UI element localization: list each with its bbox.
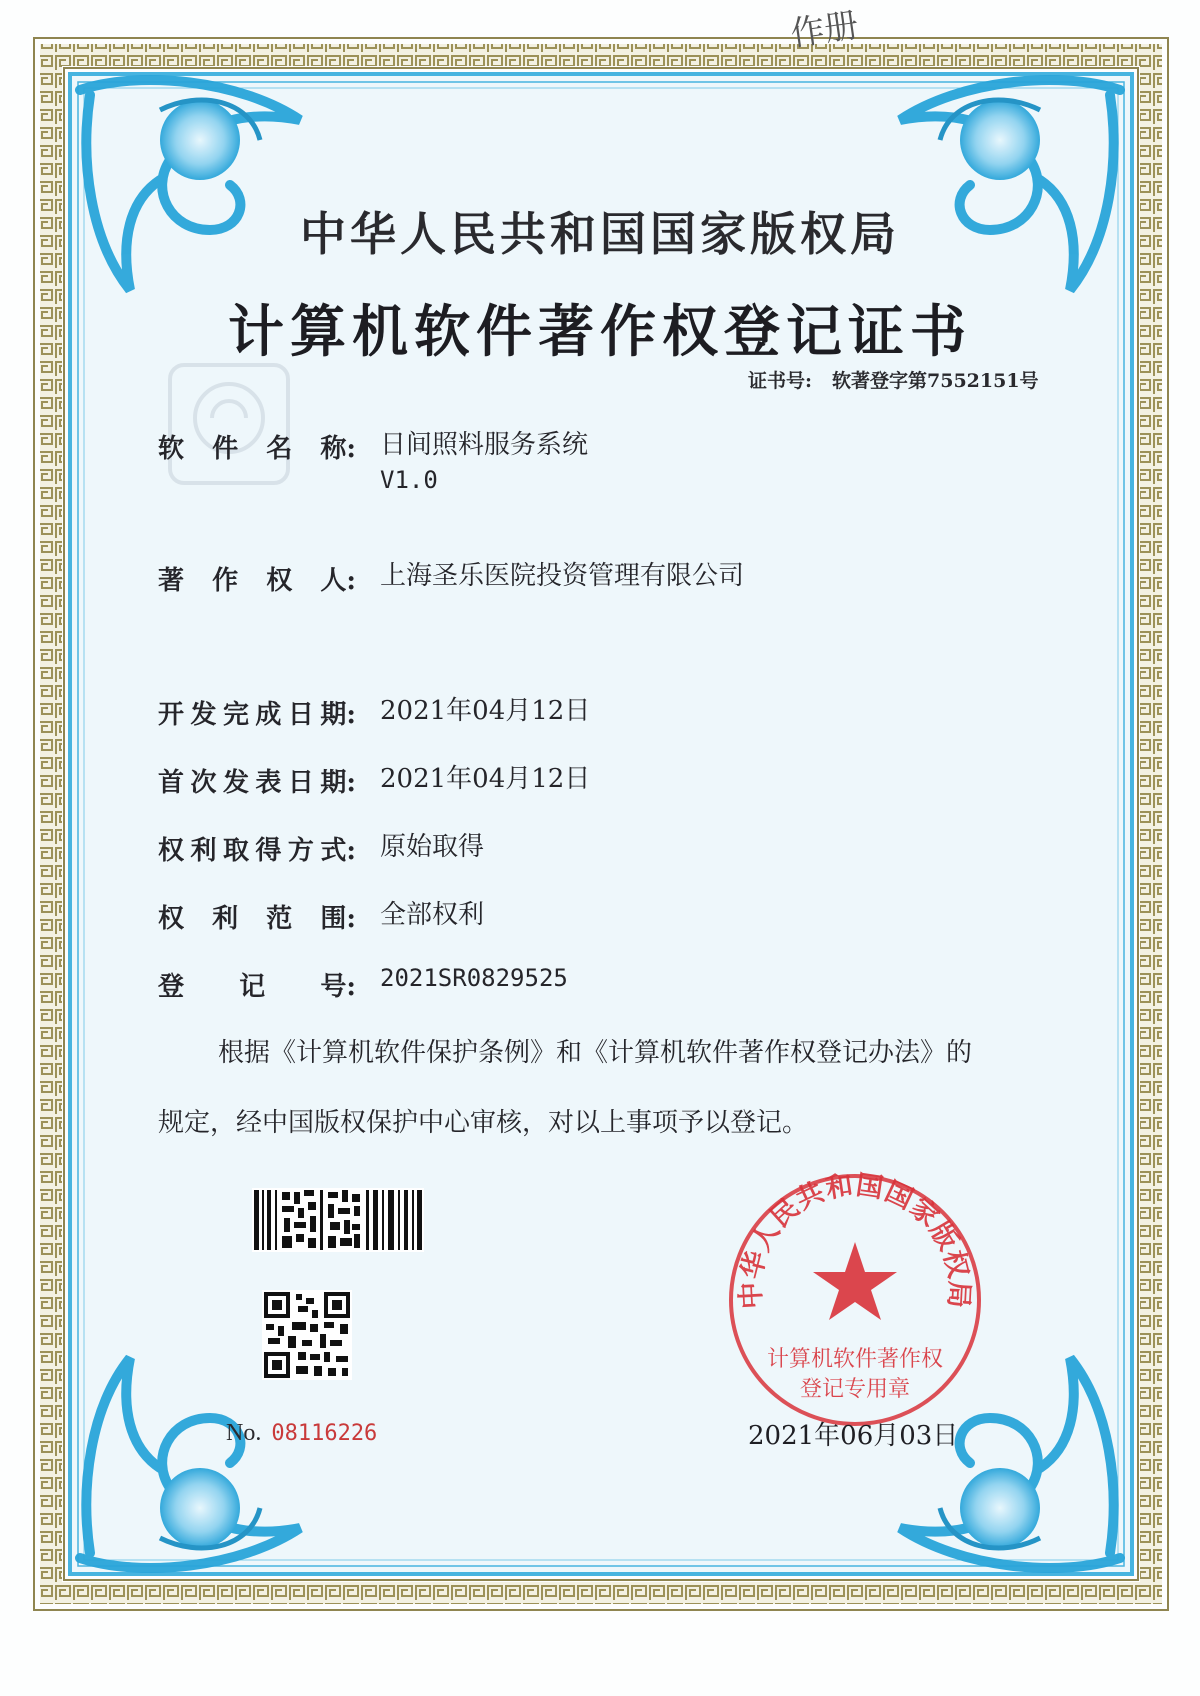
statement-paragraph (158, 1018, 1088, 1158)
certificate-number (748, 366, 1039, 393)
serial-prefix: No. (226, 1420, 262, 1446)
field-label-publication-date: 首 次 发 表 日 期: (158, 768, 356, 798)
seal-ring-text: 中华人民共和国国家版权局 (735, 1170, 975, 1310)
field-value-acquisition-method: 原始取得 (380, 832, 485, 862)
field-value-software-name: 日间照料服务系统 (380, 430, 589, 460)
field-label-registration-number: 登 记 号: (158, 972, 356, 1002)
issuer-title: 中华人民共和国国家版权局 (300, 207, 900, 261)
field-label-completion-date: 开 发 完 成 日 期: (158, 700, 356, 730)
field-value-software-version: V1.0 (380, 466, 438, 494)
field-label-acquisition-method: 权 利 取 得 方 式: (158, 836, 356, 866)
qr-code (262, 1290, 352, 1380)
seal-center-line-1: 计算机软件著作权 (766, 1347, 944, 1372)
official-seal (725, 1170, 985, 1430)
statement-line-2: 规定，经中国版权保护中心审核，对以上事项予以登记。 (158, 1108, 809, 1138)
field-value-completion-date: 2021年04月12日 (380, 696, 591, 726)
field-value-registration-number: 2021SR0829525 (380, 964, 568, 992)
field-label-software-name: 软 件 名 称: (158, 434, 356, 464)
statement-line-1: 根据《计算机软件保护条例》和《计算机软件著作权登记办法》的 (218, 1038, 973, 1068)
field-label-rights-scope: 权 利 范 围: (158, 904, 356, 934)
field-value-rights-scope: 全部权利 (380, 900, 485, 930)
seal-star-icon (813, 1242, 897, 1320)
seal-center-line-2: 登记专用章 (799, 1377, 911, 1402)
field-label-copyright-owner: 著 作 权 人: (158, 566, 356, 596)
field-value-copyright-owner: 上海圣乐医院投资管理有限公司 (380, 561, 745, 591)
handwritten-note: 作册 (788, 5, 861, 55)
serial-number (226, 1420, 377, 1447)
certificate-number-label: 证书号: (748, 370, 813, 392)
serial-value: 08116226 (271, 1421, 378, 1446)
certificate-number-value: 软著登字第7552151号 (832, 370, 1039, 392)
field-value-publication-date: 2021年04月12日 (380, 764, 591, 794)
certificate-title: 计算机软件著作权登记证书 (228, 299, 972, 365)
barcode-image (252, 1188, 424, 1252)
issue-date: 2021年06月03日 (748, 1421, 959, 1451)
